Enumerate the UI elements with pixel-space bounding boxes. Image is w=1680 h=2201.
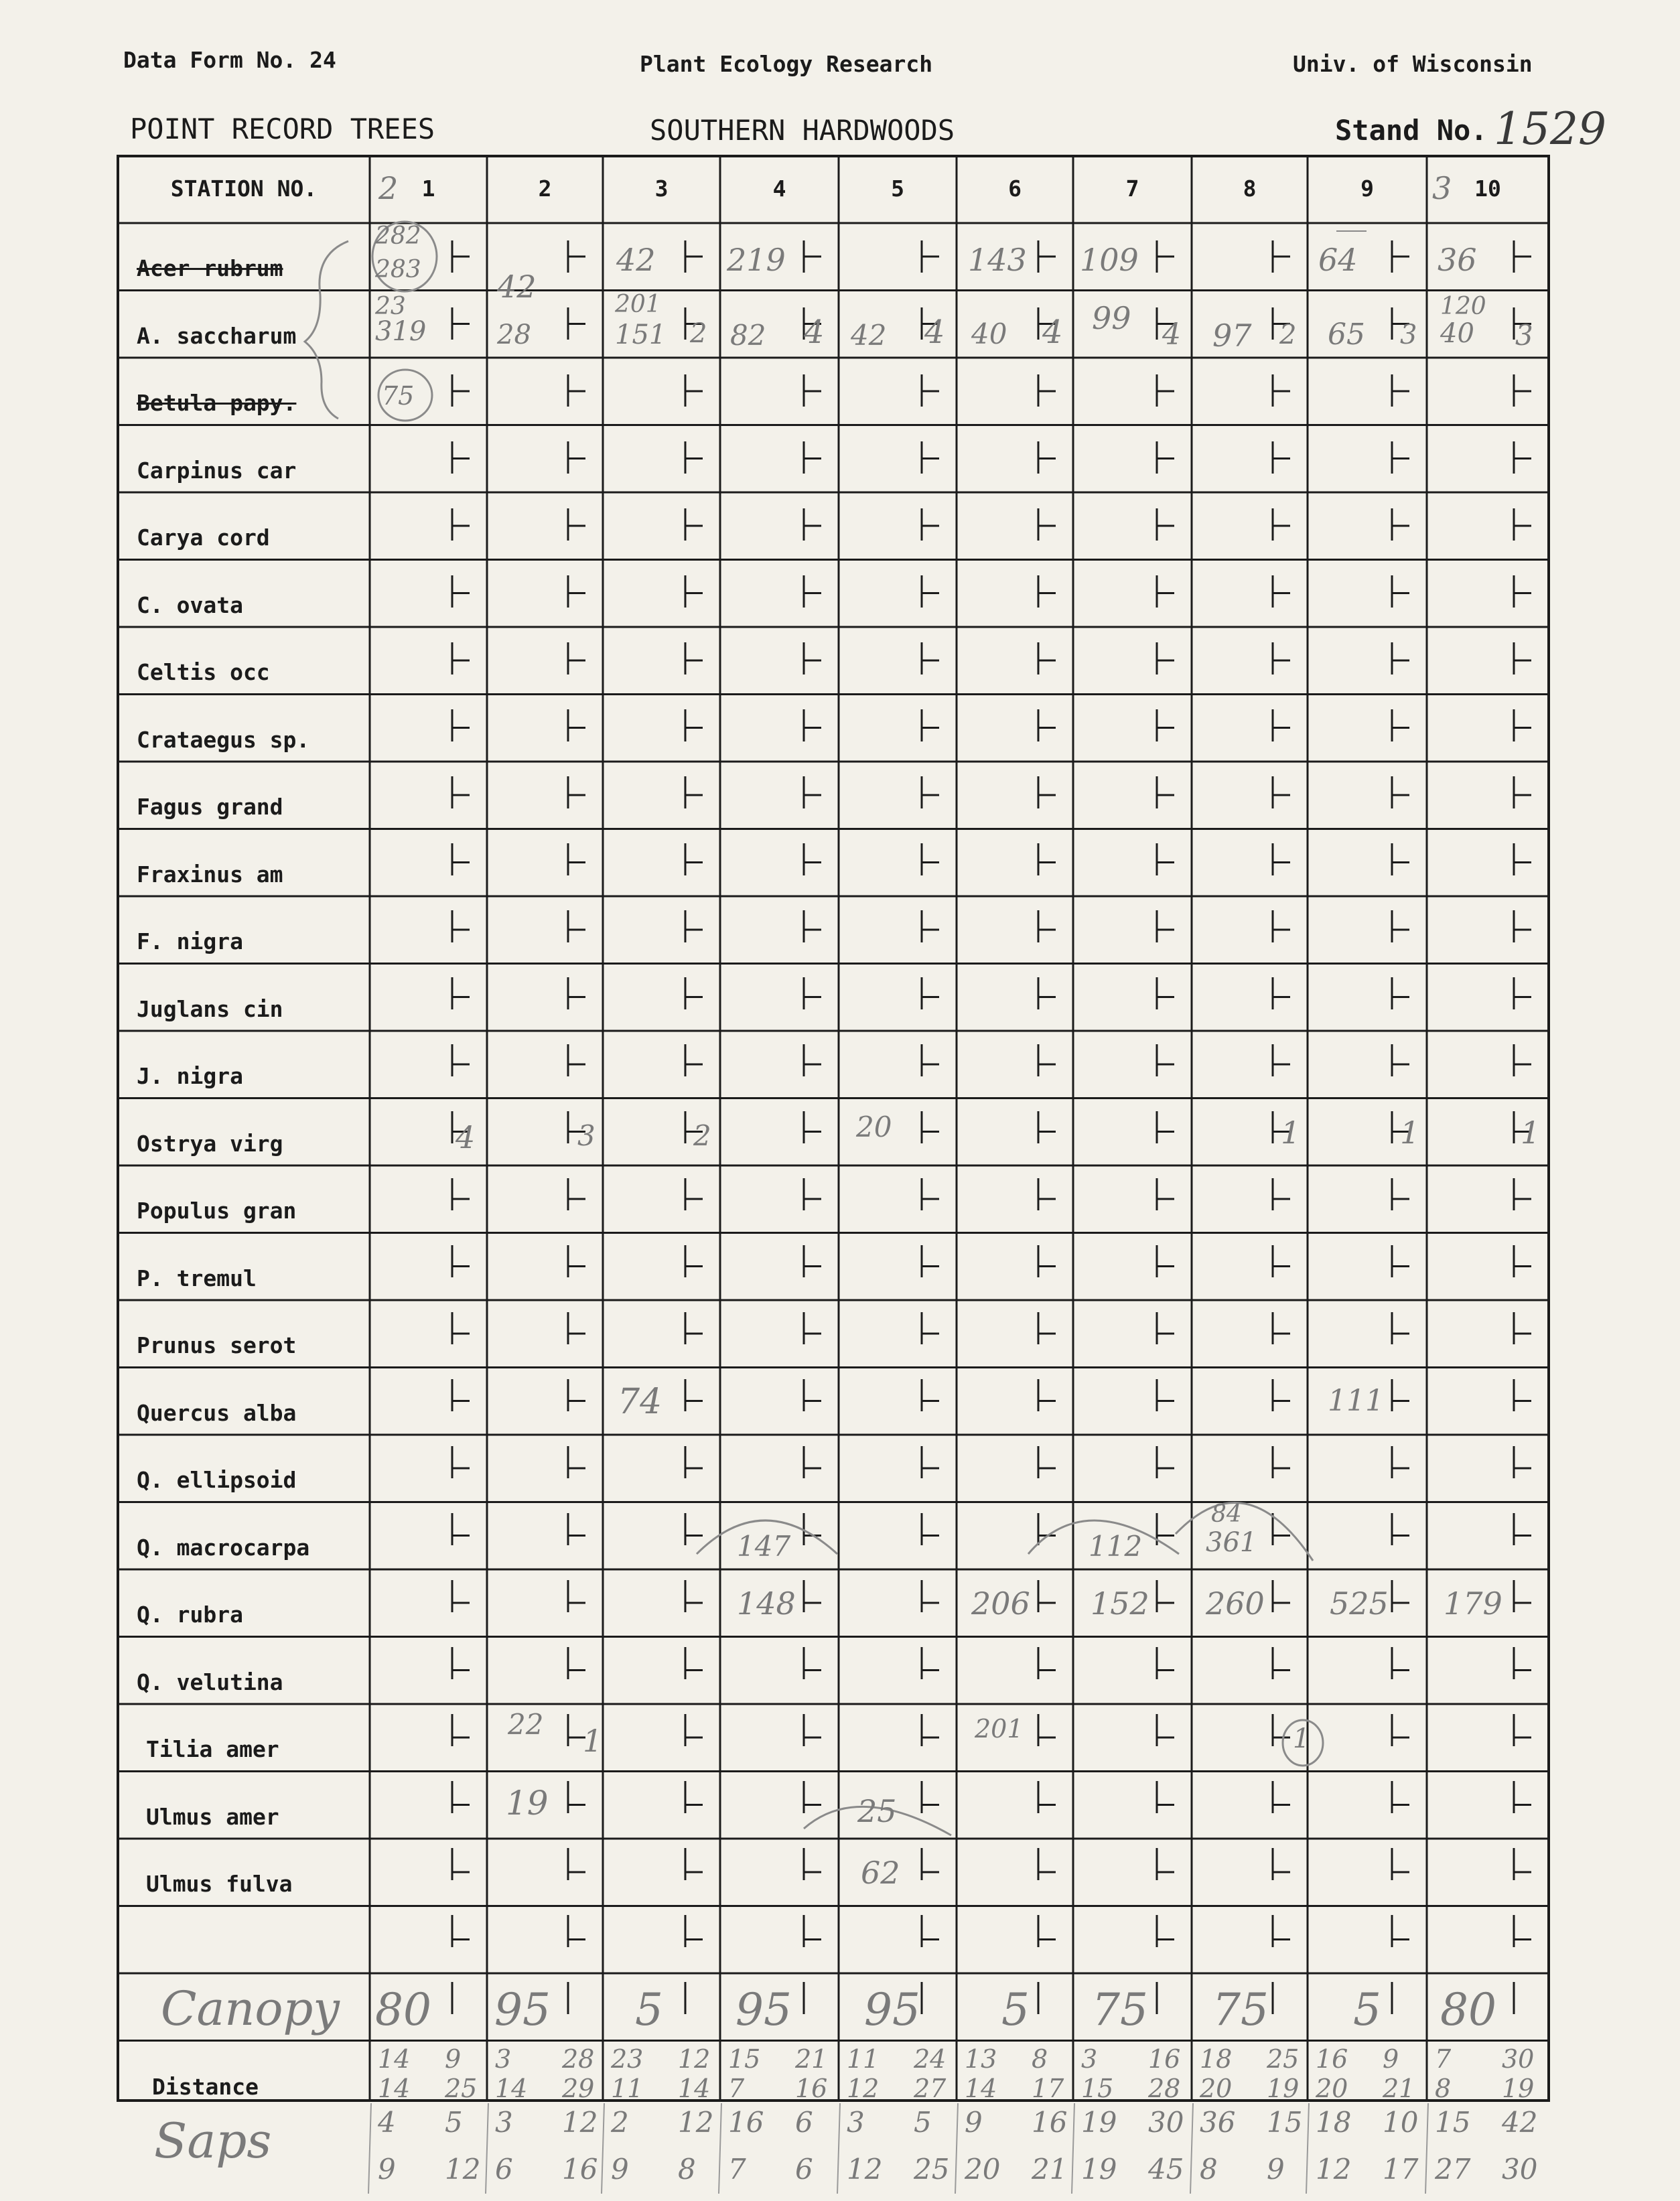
handwritten-value: 2 bbox=[693, 1119, 711, 1152]
species-name: Fraxinus am bbox=[137, 861, 283, 888]
saps-value: 6 bbox=[795, 2106, 813, 2139]
distance-value: 7 bbox=[728, 2073, 745, 2103]
handwritten-value: 152 bbox=[1091, 1585, 1149, 1622]
station-number: 10 bbox=[1474, 175, 1501, 202]
canopy-value: 5 bbox=[1001, 1984, 1030, 2036]
handwritten-value: 260 bbox=[1206, 1585, 1265, 1622]
saps-value: 6 bbox=[495, 2153, 513, 2186]
species-name: P. tremul bbox=[137, 1265, 257, 1291]
distance-value: 27 bbox=[914, 2073, 947, 2103]
distance-value: 21 bbox=[795, 2044, 828, 2074]
species-name: Ulmus fulva bbox=[146, 1871, 293, 1897]
handwritten-value: 112 bbox=[1089, 1529, 1143, 1563]
saps-hand-line bbox=[837, 2103, 840, 2194]
saps-value: 15 bbox=[1435, 2106, 1471, 2139]
canopy-value: 75 bbox=[1092, 1984, 1148, 2036]
handwritten-value: 361 bbox=[1206, 1526, 1257, 1558]
distance-value: 16 bbox=[1316, 2044, 1348, 2074]
species-name: Ulmus amer bbox=[146, 1803, 279, 1830]
distance-value: 19 bbox=[1267, 2073, 1300, 2103]
distance-value: 24 bbox=[914, 2044, 947, 2074]
handwritten-value: 179 bbox=[1444, 1585, 1502, 1622]
handwritten-value: 4 bbox=[1162, 317, 1181, 352]
handwritten-value: 97 bbox=[1212, 317, 1252, 354]
distance-value: 3 bbox=[1081, 2044, 1098, 2074]
saps-value: 10 bbox=[1383, 2106, 1419, 2139]
distance-value: 14 bbox=[678, 2073, 711, 2103]
species-name: Q. macrocarpa bbox=[137, 1534, 310, 1561]
distance-label: Distance bbox=[152, 2074, 259, 2100]
handwritten-value: 147 bbox=[737, 1529, 791, 1563]
species-name: Carpinus car bbox=[137, 457, 297, 484]
canopy-value: 5 bbox=[635, 1984, 663, 2036]
distance-value: 14 bbox=[378, 2073, 411, 2103]
distance-value: 8 bbox=[1435, 2073, 1452, 2103]
handwritten-value: 3 bbox=[577, 1119, 596, 1152]
handwritten-value: 151 bbox=[615, 320, 667, 350]
handwritten-value: 42 bbox=[497, 269, 537, 305]
saps-value: 45 bbox=[1148, 2153, 1184, 2186]
handwritten-value: 99 bbox=[1092, 300, 1131, 336]
distance-value: 18 bbox=[1200, 2044, 1233, 2074]
distance-value: 7 bbox=[1435, 2044, 1452, 2074]
canopy-label: Canopy bbox=[161, 1981, 340, 2036]
species-name: Betula papy. bbox=[137, 390, 297, 416]
saps-value: 3 bbox=[847, 2106, 865, 2139]
distance-value: 13 bbox=[965, 2044, 997, 2074]
species-name: Quercus alba bbox=[137, 1399, 297, 1426]
handwritten-value: 23 bbox=[375, 293, 406, 320]
distance-value: 25 bbox=[445, 2073, 478, 2103]
saps-hand-line bbox=[1072, 2103, 1074, 2194]
saps-value: 30 bbox=[1148, 2106, 1184, 2139]
distance-value: 16 bbox=[1148, 2044, 1181, 2074]
saps-value: 18 bbox=[1316, 2106, 1352, 2139]
station-number: 8 bbox=[1243, 175, 1257, 202]
species-name: Celtis occ bbox=[137, 659, 270, 685]
distance-value: 15 bbox=[728, 2044, 761, 2074]
distance-value: 14 bbox=[378, 2044, 411, 2074]
handwritten-value: 120 bbox=[1440, 293, 1486, 320]
distance-value: 28 bbox=[562, 2044, 595, 2074]
handwritten-value: 2 bbox=[1279, 320, 1297, 350]
distance-value: 21 bbox=[1383, 2073, 1415, 2103]
saps-hand-line bbox=[719, 2103, 721, 2194]
distance-value: 11 bbox=[847, 2044, 880, 2074]
organization: Plant Ecology Research bbox=[640, 51, 933, 77]
handwritten-value: 40 bbox=[1440, 318, 1474, 349]
saps-value: 12 bbox=[678, 2106, 714, 2139]
handwritten-value: 28 bbox=[497, 320, 531, 350]
station-number: 1 bbox=[421, 175, 435, 202]
handwritten-value: 74 bbox=[618, 1381, 662, 1422]
handwritten-value: 64 bbox=[1318, 242, 1358, 278]
station-column-header: STATION NO. bbox=[170, 175, 318, 202]
canopy-value: 95 bbox=[494, 1984, 551, 2036]
saps-value: 16 bbox=[728, 2106, 764, 2139]
saps-value: 19 bbox=[1081, 2153, 1117, 2186]
saps-value: 20 bbox=[965, 2153, 1001, 2186]
distance-value: 17 bbox=[1032, 2073, 1064, 2103]
saps-value: 16 bbox=[1032, 2106, 1068, 2139]
distance-value: 14 bbox=[965, 2073, 997, 2103]
station-number: 3 bbox=[654, 175, 669, 202]
species-name: Juglans cin bbox=[137, 995, 283, 1022]
handwritten-value: 1 bbox=[1521, 1114, 1541, 1151]
distance-value: 29 bbox=[562, 2073, 595, 2103]
species-name: Acer rubrum bbox=[137, 255, 283, 281]
handwritten-value: 40 bbox=[971, 317, 1007, 350]
station-correction-mark: 2 bbox=[378, 170, 399, 206]
station-number: 4 bbox=[772, 175, 786, 202]
saps-value: 6 bbox=[795, 2153, 813, 2186]
species-name: F. nigra bbox=[137, 928, 243, 954]
saps-value: 21 bbox=[1032, 2153, 1068, 2186]
canopy-value: 80 bbox=[375, 1984, 431, 2036]
canopy-value: 95 bbox=[864, 1984, 920, 2036]
saps-value: 12 bbox=[1316, 2153, 1352, 2186]
species-name: Q. ellipsoid bbox=[137, 1467, 297, 1493]
handwritten-value: 4 bbox=[804, 313, 825, 351]
handwritten-value: 148 bbox=[737, 1585, 796, 1622]
handwritten-value: 4 bbox=[924, 313, 945, 351]
handwritten-value: 111 bbox=[1328, 1383, 1384, 1418]
table-border bbox=[118, 156, 1549, 2101]
handwritten-value: 42 bbox=[616, 242, 656, 278]
distance-value: 9 bbox=[1383, 2044, 1399, 2074]
distance-value: 20 bbox=[1316, 2073, 1348, 2103]
saps-hand-line bbox=[1306, 2103, 1309, 2194]
species-name: C. ovata bbox=[137, 591, 243, 618]
station-number: 7 bbox=[1125, 175, 1139, 202]
distance-value: 12 bbox=[678, 2044, 711, 2074]
species-name: Crataegus sp. bbox=[137, 726, 310, 753]
species-name: Ostrya virg bbox=[137, 1130, 283, 1157]
distance-value: 25 bbox=[1267, 2044, 1300, 2074]
saps-value: 19 bbox=[1081, 2106, 1117, 2139]
saps-value: 5 bbox=[445, 2106, 463, 2139]
saps-value: 7 bbox=[728, 2153, 746, 2186]
form-number: Data Form No. 24 bbox=[123, 47, 336, 73]
distance-value: 14 bbox=[495, 2073, 528, 2103]
saps-value: 9 bbox=[1267, 2153, 1285, 2186]
saps-value: 17 bbox=[1383, 2153, 1419, 2186]
forest-type-title: SOUTHERN HARDWOODS bbox=[650, 114, 955, 147]
handwritten-value: 25 bbox=[857, 1792, 897, 1829]
saps-hand-line bbox=[1425, 2103, 1428, 2194]
species-name: J. nigra bbox=[137, 1063, 243, 1089]
saps-value: 12 bbox=[562, 2106, 598, 2139]
handwritten-value: 283 bbox=[375, 256, 421, 283]
handwritten-value: 1 bbox=[583, 1723, 603, 1759]
handwritten-value: 4 bbox=[1042, 313, 1063, 351]
species-name: Carya cord bbox=[137, 524, 270, 551]
distance-value: 12 bbox=[847, 2073, 880, 2103]
handwritten-value: 219 bbox=[727, 242, 786, 278]
distance-value: 28 bbox=[1148, 2073, 1181, 2103]
handwritten-value: 65 bbox=[1328, 317, 1365, 352]
saps-label: Saps bbox=[154, 2113, 272, 2169]
saps-hand-line bbox=[486, 2103, 488, 2194]
canopy-value: 75 bbox=[1212, 1984, 1269, 2036]
university: Univ. of Wisconsin bbox=[1293, 51, 1533, 77]
handwritten-value: 1 bbox=[1293, 1723, 1310, 1754]
station-number: 6 bbox=[1008, 175, 1022, 202]
handwritten-value: 206 bbox=[971, 1585, 1030, 1622]
canopy-value: 5 bbox=[1353, 1984, 1381, 2036]
canopy-value: 80 bbox=[1440, 1984, 1496, 2036]
stand-number-label: Stand No. bbox=[1335, 114, 1488, 147]
saps-value: 16 bbox=[562, 2153, 598, 2186]
species-name: Fagus grand bbox=[137, 794, 283, 820]
saps-value: 5 bbox=[914, 2106, 932, 2139]
handwritten-value: 2 bbox=[690, 318, 707, 349]
handwritten-value: 20 bbox=[856, 1110, 892, 1143]
saps-value: 30 bbox=[1502, 2153, 1538, 2186]
saps-hand-line bbox=[1190, 2103, 1193, 2194]
station-number: 2 bbox=[538, 175, 552, 202]
saps-value: 3 bbox=[495, 2106, 513, 2139]
pencil-brace bbox=[305, 241, 348, 419]
handwritten-value: 4 bbox=[456, 1119, 476, 1155]
handwritten-value: 143 bbox=[968, 242, 1027, 278]
canopy-value: 95 bbox=[736, 1984, 792, 2036]
distance-value: 16 bbox=[795, 2073, 828, 2103]
handwritten-value: 62 bbox=[861, 1855, 900, 1891]
saps-value: 9 bbox=[378, 2153, 396, 2186]
species-name: Q. rubra bbox=[137, 1602, 243, 1628]
station-number: 5 bbox=[891, 175, 904, 202]
species-name: Prunus serot bbox=[137, 1332, 297, 1358]
saps-value: 15 bbox=[1267, 2106, 1303, 2139]
saps-hand-line bbox=[368, 2103, 371, 2194]
handwritten-value: 22 bbox=[508, 1708, 544, 1741]
saps-hand-line bbox=[602, 2103, 604, 2194]
saps-value: 8 bbox=[1200, 2153, 1218, 2186]
distance-value: 23 bbox=[611, 2044, 644, 2074]
handwritten-value: 19 bbox=[506, 1783, 549, 1823]
handwritten-value: 282 bbox=[375, 222, 421, 250]
distance-value: 11 bbox=[611, 2073, 644, 2103]
handwritten-value: 42 bbox=[851, 319, 887, 352]
station-correction-mark: 3 bbox=[1432, 170, 1452, 206]
saps-value: 36 bbox=[1200, 2106, 1236, 2139]
station-number: 9 bbox=[1360, 175, 1374, 202]
saps-value: 25 bbox=[914, 2153, 950, 2186]
handwritten-value: 84 bbox=[1211, 1500, 1242, 1528]
species-name: Tilia amer bbox=[146, 1736, 279, 1762]
species-name: A. saccharum bbox=[137, 322, 297, 349]
saps-value: 2 bbox=[611, 2106, 629, 2139]
saps-value: 12 bbox=[847, 2153, 883, 2186]
handwritten-value: 36 bbox=[1438, 242, 1477, 278]
distance-value: 15 bbox=[1081, 2073, 1114, 2103]
saps-value: 42 bbox=[1502, 2106, 1538, 2139]
saps-value: 8 bbox=[678, 2153, 696, 2186]
handwritten-value: 1 bbox=[1400, 1114, 1420, 1151]
distance-value: 30 bbox=[1502, 2044, 1535, 2074]
species-name: Q. velutina bbox=[137, 1668, 283, 1695]
distance-value: 19 bbox=[1502, 2073, 1535, 2103]
handwritten-value: 3 bbox=[1400, 320, 1417, 350]
species-name: Populus gran bbox=[137, 1198, 297, 1224]
handwritten-value: 525 bbox=[1330, 1585, 1389, 1622]
saps-value: 9 bbox=[965, 2106, 983, 2139]
handwritten-value: 1 bbox=[1281, 1114, 1301, 1151]
saps-value: 9 bbox=[611, 2153, 629, 2186]
saps-value: 12 bbox=[445, 2153, 481, 2186]
distance-value: 20 bbox=[1200, 2073, 1233, 2103]
handwritten-value: 75 bbox=[382, 381, 415, 411]
saps-hand-line bbox=[955, 2103, 958, 2194]
handwritten-value: 109 bbox=[1080, 242, 1139, 278]
saps-value: 27 bbox=[1435, 2153, 1471, 2186]
handwritten-value: 82 bbox=[730, 319, 766, 352]
distance-value: 8 bbox=[1032, 2044, 1048, 2074]
handwritten-value: 319 bbox=[375, 316, 427, 347]
handwritten-value: 201 bbox=[615, 291, 661, 318]
stand-number-value: 1529 bbox=[1494, 103, 1606, 155]
saps-value: 4 bbox=[378, 2106, 396, 2139]
record-type-title: POINT RECORD TREES bbox=[130, 113, 435, 145]
handwritten-value: 3 bbox=[1515, 319, 1533, 352]
handwritten-value: 201 bbox=[975, 1714, 1024, 1744]
distance-value: 9 bbox=[445, 2044, 462, 2074]
distance-value: 3 bbox=[495, 2044, 512, 2074]
